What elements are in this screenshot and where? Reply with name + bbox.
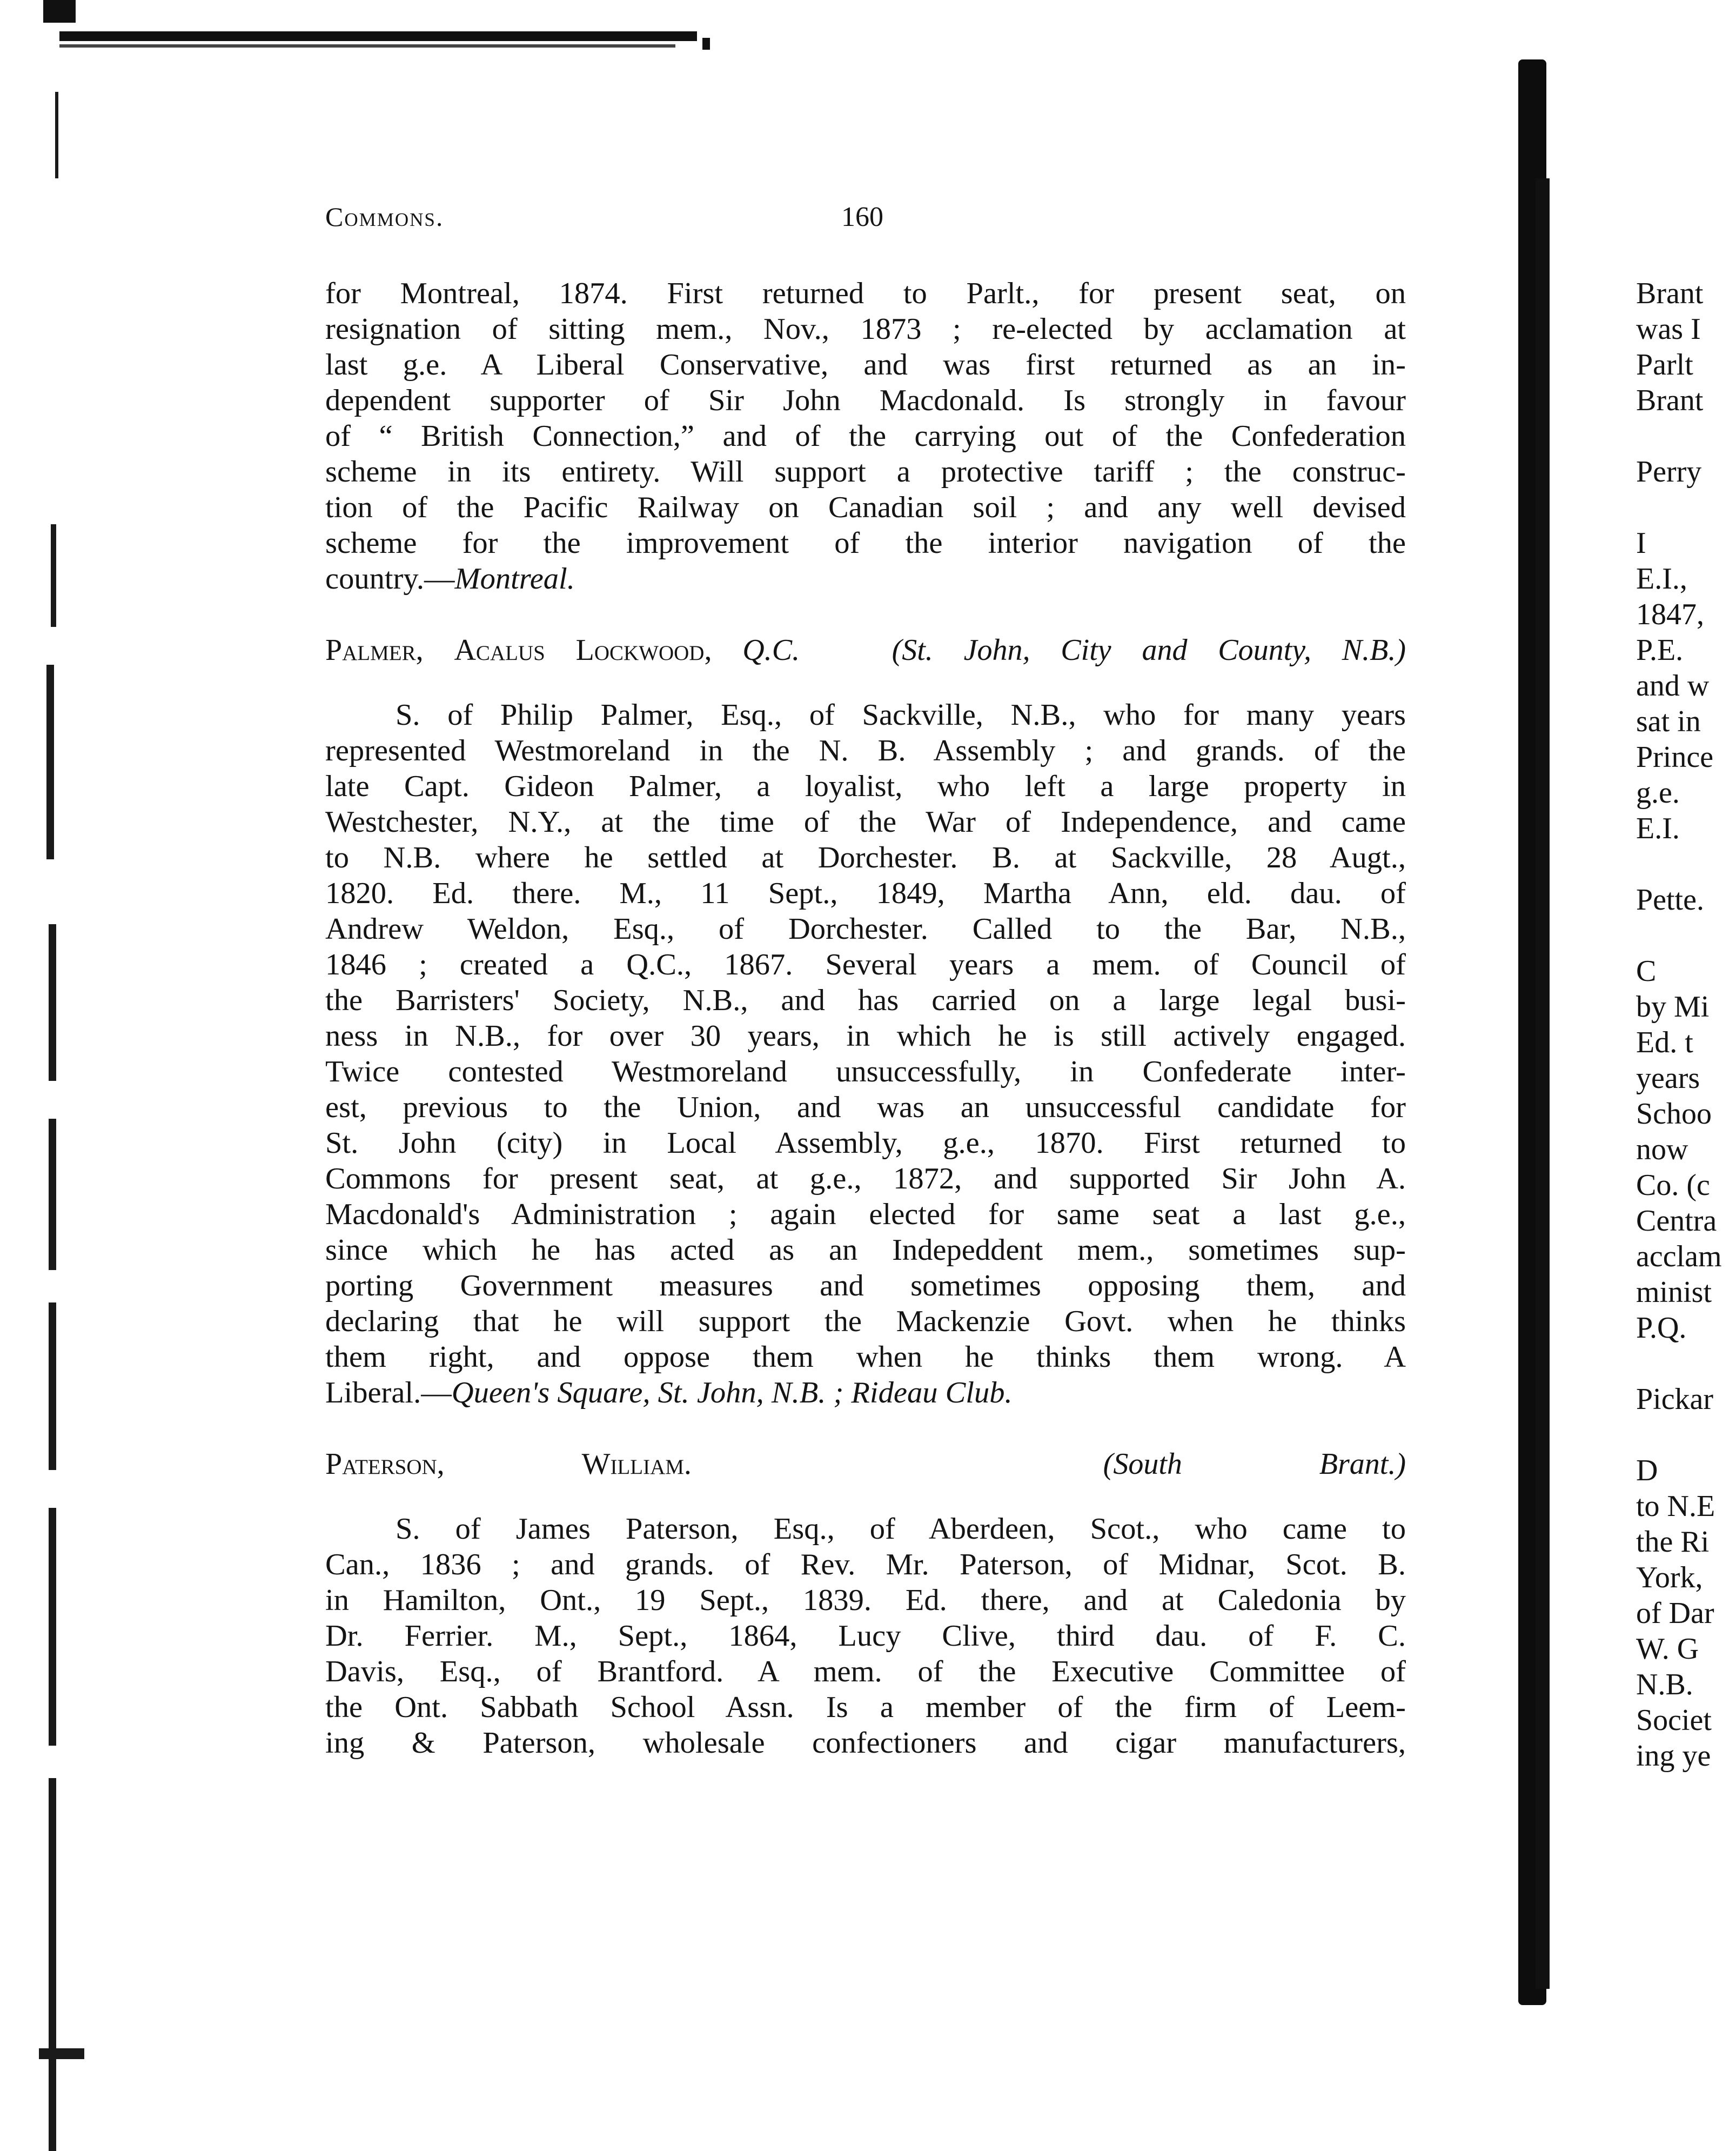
address: Queen's Square, St. John, N.B. ; Rideau Club. <box>451 1376 1013 1409</box>
entry-heading <box>325 1446 1406 1482</box>
text-line: tion of the Pacific Railway on Canadian soil ; and any well devised <box>325 491 1406 524</box>
text-line: Dr. Ferrier. M., Sept., 1864, Lucy Clive, third dau. of F. C. <box>325 1619 1406 1653</box>
text-fragment: country.— <box>325 562 455 596</box>
scan-left-edge <box>39 92 84 2059</box>
facing-page-fragment: E.I., <box>1636 562 1687 596</box>
text-line: est, previous to the Union, and was an unsuccessful candidate for <box>325 1091 1406 1124</box>
facing-page-fragment <box>1636 1417 1736 1453</box>
text-line: last g.e. A Liberal Conservative, and was first returned as an in- <box>325 348 1406 382</box>
facing-page-fragment: of Dar <box>1636 1596 1714 1630</box>
text-line: ing & Paterson, wholesale confectioners and cigar manufacturers, <box>325 1726 1406 1760</box>
facing-page-fragments <box>1636 276 1736 2005</box>
facing-page-fragment: W. G <box>1636 1632 1699 1666</box>
facing-page-fragment <box>1636 418 1736 454</box>
facing-page-fragment: to N.E <box>1636 1489 1715 1523</box>
facing-page-fragment: P.Q. <box>1636 1311 1687 1345</box>
text-line: the Barristers' Society, N.B., and has carried on a large legal busi- <box>325 984 1406 1017</box>
facing-page-fragment: ing ye <box>1636 1739 1711 1773</box>
text-fragment: Liberal.— <box>325 1376 452 1409</box>
text-line: them right, and oppose them when he thinks them wrong. A <box>325 1340 1406 1374</box>
entry-surname: Palmer, <box>325 633 424 667</box>
text-line: declaring that he will support the Mackenzie Govt. when he thinks <box>325 1305 1406 1338</box>
text-line: to N.B. where he settled at Dorchester. B. at Sackville, 28 Augt., <box>325 841 1406 874</box>
text-line: porting Government measures and sometimes opposing them, and <box>325 1269 1406 1302</box>
facing-page-fragment: Centra <box>1636 1204 1717 1238</box>
scan-artifact <box>43 0 76 23</box>
facing-page-fragment: Perry <box>1636 455 1702 489</box>
entry-surname: Paterson, <box>325 1447 445 1481</box>
facing-page-fragment: Brant <box>1636 384 1704 417</box>
entry-constituency: (South Brant.) <box>1103 1447 1406 1481</box>
text-line: of “ British Connection,” and of the carrying out of the Confederation <box>325 419 1406 453</box>
facing-page-fragment: Prince <box>1636 740 1714 774</box>
facing-page-fragment: Brant <box>1636 277 1704 310</box>
text-line: 1846 ; created a Q.C., 1867. Several years a mem. of Council of <box>325 948 1406 981</box>
facing-page-fragment: Ed. t <box>1636 1026 1693 1059</box>
facing-page-fragment <box>1636 918 1736 953</box>
facing-page-fragment: P.E. <box>1636 633 1684 667</box>
facing-page-fragment: by Mi <box>1636 990 1710 1024</box>
text-line: dependent supporter of Sir John Macdonald. Is strongly in favour <box>325 384 1406 417</box>
address: Montreal. <box>454 562 575 596</box>
continuation-entry <box>325 276 1406 597</box>
text-line: Macdonald's Administration ; again elected for same seat a last g.e., <box>325 1198 1406 1231</box>
facing-page-fragment: 1847, <box>1636 598 1704 631</box>
facing-page-fragment <box>1636 490 1736 525</box>
scan-artifact <box>702 38 710 50</box>
facing-page-fragment <box>1636 1346 1736 1381</box>
facing-page-fragment: was I <box>1636 312 1701 346</box>
facing-page-fragment: Societ <box>1636 1704 1712 1737</box>
page-number: 160 <box>841 202 883 232</box>
text-line: for Montreal, 1874. First returned to Parlt., for present seat, on <box>325 277 1406 310</box>
text-line: Westchester, N.Y., at the time of the War of Independence, and came <box>325 805 1406 839</box>
text-line: S. of James Paterson, Esq., of Aberdeen, Scot., who came to <box>396 1512 1406 1546</box>
text-line-last <box>325 561 1406 597</box>
entry-given-names: William. <box>581 1447 692 1481</box>
text-line: Can., 1836 ; and grands. of Rev. Mr. Paterson, of Midnar, Scot. B. <box>325 1548 1406 1581</box>
facing-page-fragment: Pette. <box>1636 883 1704 917</box>
text-line: scheme in its entirety. Will support a protective tariff ; the construc- <box>325 455 1406 489</box>
facing-page-fragment: now <box>1636 1133 1688 1166</box>
running-head: Commons. <box>325 202 444 232</box>
page-header <box>325 201 1406 239</box>
text-line: S. of Philip Palmer, Esq., of Sackville, N.B., who for many years <box>396 698 1406 732</box>
facing-page-fragment: Parlt <box>1636 348 1693 382</box>
facing-page-fragment: I <box>1636 526 1646 560</box>
facing-page-fragment: York, <box>1636 1561 1703 1594</box>
scan-artifact <box>59 31 697 41</box>
facing-page-fragment: g.e. <box>1636 776 1680 810</box>
text-line: late Capt. Gideon Palmer, a loyalist, who left a large property in <box>325 770 1406 803</box>
entry-constituency: (St. John, City and County, N.B.) <box>892 633 1406 667</box>
entry-palmer <box>325 632 1406 1411</box>
text-line: Twice contested Westmoreland unsuccessfully, in Confederate inter- <box>325 1055 1406 1088</box>
facing-page-fragment: N.B. <box>1636 1668 1693 1701</box>
entry-paterson <box>325 1446 1406 1761</box>
facing-page-fragment: Schoo <box>1636 1097 1712 1131</box>
facing-page-fragment: C <box>1636 954 1657 988</box>
facing-page-fragment: the Ri <box>1636 1525 1710 1559</box>
text-line: the Ont. Sabbath School Assn. Is a member of the firm of Leem- <box>325 1691 1406 1724</box>
entry-title: Q.C. <box>742 633 800 667</box>
text-line: Davis, Esq., of Brantford. A mem. of the Executive Committee of <box>325 1655 1406 1688</box>
facing-page-fragment: Pickar <box>1636 1382 1714 1416</box>
main-text-column <box>325 276 1406 1761</box>
text-line: ness in N.B., for over 30 years, in which he is still actively engaged. <box>325 1019 1406 1053</box>
facing-page-fragment: and w <box>1636 669 1710 703</box>
facing-page-fragment: sat in <box>1636 705 1701 738</box>
entry-heading <box>325 632 1406 668</box>
book-gutter <box>1536 178 1550 1989</box>
facing-page-fragment: D <box>1636 1454 1658 1487</box>
text-line: scheme for the improvement of the interior navigation of the <box>325 526 1406 560</box>
facing-page-fragment: acclam <box>1636 1240 1722 1273</box>
facing-page-fragment: years <box>1636 1061 1700 1095</box>
text-line: in Hamilton, Ont., 19 Sept., 1839. Ed. there, and at Caledonia by <box>325 1584 1406 1617</box>
facing-page-fragment: minist <box>1636 1275 1712 1309</box>
text-line: St. John (city) in Local Assembly, g.e., 1870. First returned to <box>325 1126 1406 1160</box>
facing-page-fragment: E.I. <box>1636 812 1680 845</box>
text-line: Andrew Weldon, Esq., of Dorchester. Called to the Bar, N.B., <box>325 912 1406 946</box>
text-line: resignation of sitting mem., Nov., 1873 ; re-elected by acclamation at <box>325 312 1406 346</box>
facing-page-fragment <box>1636 846 1736 882</box>
facing-page-fragment: Co. (c <box>1636 1168 1710 1202</box>
entry-given-names: Acalus Lockwood, <box>454 633 712 667</box>
scan-artifact <box>59 44 675 48</box>
text-line: 1820. Ed. there. M., 11 Sept., 1849, Martha Ann, eld. dau. of <box>325 877 1406 910</box>
text-line: represented Westmoreland in the N. B. Assembly ; and grands. of the <box>325 734 1406 767</box>
text-line: Commons for present seat, at g.e., 1872, and supported Sir John A. <box>325 1162 1406 1195</box>
text-line-last <box>325 1375 1406 1411</box>
text-line: since which he has acted as an Indepeddent mem., sometimes sup- <box>325 1233 1406 1267</box>
